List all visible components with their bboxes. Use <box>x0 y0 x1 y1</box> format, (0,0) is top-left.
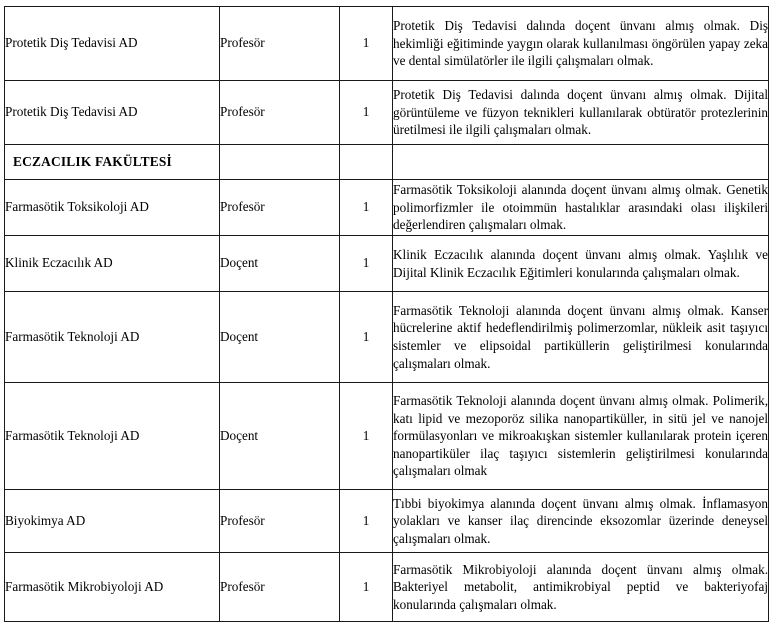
table-row <box>5 236 769 292</box>
cell-count: 1 <box>340 81 393 145</box>
cell-criteria <box>393 292 769 383</box>
cell-criteria <box>393 553 769 622</box>
cell-count: 1 <box>340 236 393 292</box>
table-row <box>5 383 769 490</box>
table-row <box>5 180 769 236</box>
cell-criteria-empty <box>393 145 769 180</box>
cell-title: Doçent <box>220 292 340 383</box>
positions-table <box>4 6 769 622</box>
criteria-text: Farmasötik Mikrobiyoloji alanında doçent ünvanı almış olmak. Bakteriyel metabolit, antimikrobiyal peptid ve bakteriyofaj konularında çalışmaları olmak. <box>393 561 768 612</box>
cell-criteria <box>393 7 769 81</box>
cell-title: Profesör <box>220 490 340 553</box>
table-row <box>5 553 769 622</box>
cell-department: Protetik Diş Tedavisi AD <box>5 7 220 81</box>
table-row <box>5 292 769 383</box>
cell-count: 1 <box>340 553 393 622</box>
cell-criteria <box>393 383 769 490</box>
cell-title-empty <box>220 145 340 180</box>
cell-title: Profesör <box>220 553 340 622</box>
table-row <box>5 7 769 81</box>
cell-department: Klinik Eczacılık AD <box>5 236 220 292</box>
criteria-text: Tıbbi biyokimya alanında doçent ünvanı almış olmak. İnflamasyon yolakları ve kanser ilaç direncinde eksozomlar üzerinde deneysel çalışmaları olmak. <box>393 495 768 546</box>
cell-department: Farmasötik Teknoloji AD <box>5 383 220 490</box>
cell-faculty-name: ECZACILIK FAKÜLTESİ <box>5 145 220 180</box>
criteria-text: Farmasötik Teknoloji alanında doçent ünvanı almış olmak. Polimerik, katı lipid ve mezoporöz silika nanopartiküller, in sitü jel ve nanojel formülasyonları ve mikroakışkan sistemler kullanılarak protein içeren nanopartiküler ilaç taşıyıcı sistemlerin geliştirilmesi konularında çalışmaları olmak <box>393 393 768 479</box>
cell-criteria <box>393 81 769 145</box>
cell-title: Doçent <box>220 383 340 490</box>
table-body <box>5 7 769 622</box>
table-row <box>5 81 769 145</box>
cell-count: 1 <box>340 490 393 553</box>
cell-count: 1 <box>340 383 393 490</box>
cell-criteria <box>393 180 769 236</box>
cell-title: Profesör <box>220 7 340 81</box>
cell-department: Farmasötik Teknoloji AD <box>5 292 220 383</box>
cell-count-empty <box>340 145 393 180</box>
faculty-header-row <box>5 145 769 180</box>
cell-criteria <box>393 236 769 292</box>
cell-title: Doçent <box>220 236 340 292</box>
criteria-text: Klinik Eczacılık alanında doçent ünvanı almış olmak. Yaşlılık ve Dijital Klinik Eczacılık Eğitimleri konularında çalışmaları olmak. <box>393 246 768 280</box>
cell-count: 1 <box>340 180 393 236</box>
cell-department: Farmasötik Mikrobiyoloji AD <box>5 553 220 622</box>
cell-title: Profesör <box>220 180 340 236</box>
table-row <box>5 490 769 553</box>
criteria-text: Protetik Diş Tedavisi dalında doçent ünvanı almış olmak. Diş hekimliği eğitiminde yaygın olarak kullanılması öngörülen yapay zeka ve dental simülatörler ile ilgili çalışmaları olmak. <box>393 18 768 69</box>
criteria-text: Farmasötik Toksikoloji alanında doçent ünvanı almış olmak. Genetik polimorfizmler ile otoimmün hastalıklar arasındaki olası ilişkileri değerlendiren çalışmaları olmak. <box>393 182 768 233</box>
cell-title: Profesör <box>220 81 340 145</box>
criteria-text: Farmasötik Teknoloji alanında doçent ünvanı almış olmak. Kanser hücrelerine aktif hedeflendirilmiş polimerzomlar, nükleik asit taşıyıcı sistemler ve elipsoidal partiküllerin geliştirilmesi konularında çalışmaları olmak. <box>393 302 768 371</box>
cell-department: Protetik Diş Tedavisi AD <box>5 81 220 145</box>
criteria-text: Protetik Diş Tedavisi dalında doçent ünvanı almış olmak. Dijital görüntüleme ve füzyon teknikleri kullanılarak obtüratör protezlerinin üretilmesi ile ilgili çalışmaları olmak. <box>393 87 768 138</box>
cell-department: Farmasötik Toksikoloji AD <box>5 180 220 236</box>
cell-department: Biyokimya AD <box>5 490 220 553</box>
cell-count: 1 <box>340 292 393 383</box>
cell-criteria <box>393 490 769 553</box>
cell-count: 1 <box>340 7 393 81</box>
